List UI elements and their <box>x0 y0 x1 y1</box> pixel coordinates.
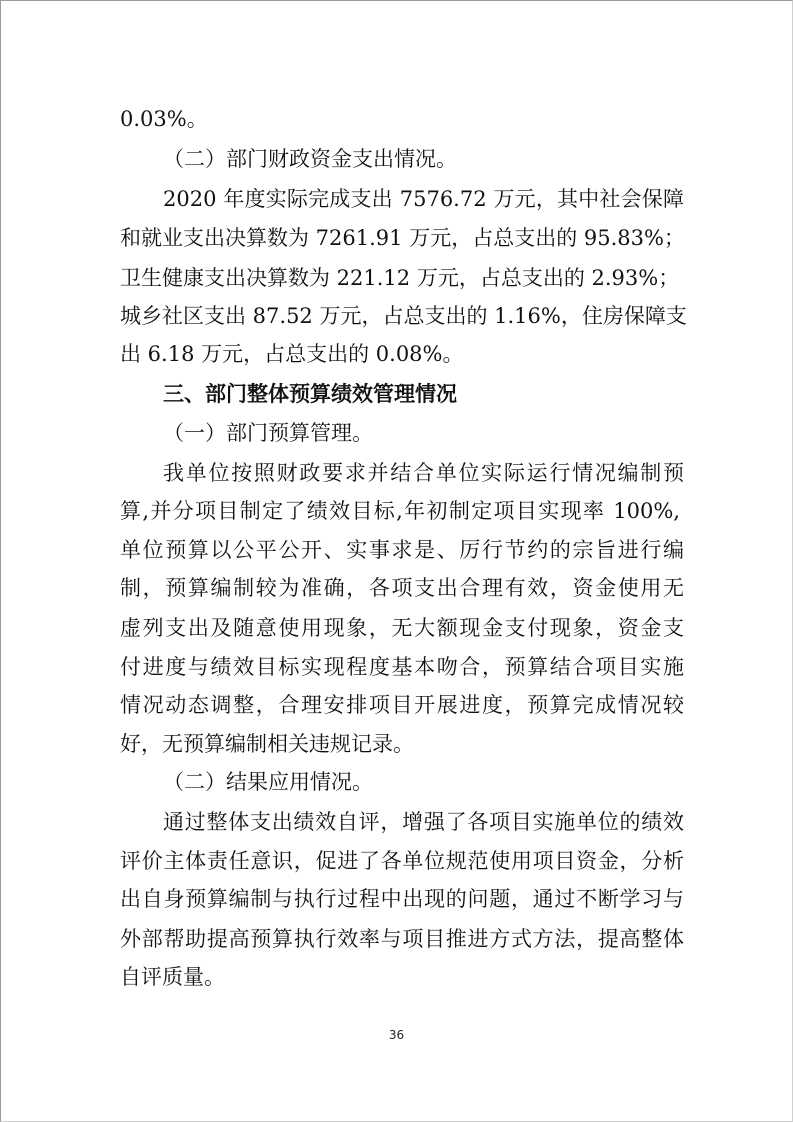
section-heading: （二）部门财政资金支出情况。 <box>163 147 457 171</box>
paragraph-line: 2020 年度实际完成支出 7576.72 万元，其中社会保障 <box>163 187 684 211</box>
paragraph-line: 单位预算以公平公开、实事求是、厉行节约的宗旨进行编 <box>120 538 684 562</box>
section-heading: （二）结果应用情况。 <box>163 770 373 794</box>
paragraph-line: 0.03%。 <box>120 107 208 131</box>
paragraph-line: 好，无预算编制相关违规记录。 <box>120 732 414 756</box>
page-number: 36 <box>388 1028 405 1042</box>
paragraph-line: 自评质量。 <box>120 965 225 989</box>
paragraph-line: 制，预算编制较为准确，各项支出合理有效，资金使用无 <box>120 576 684 600</box>
chapter-heading: 三、部门整体预算绩效管理情况 <box>163 381 457 406</box>
paragraph-line: 出自身预算编制与执行过程中出现的问题，通过不断学习与 <box>120 887 684 911</box>
paragraph-line: 外部帮助提高预算执行效率与项目推进方式方法，提高整体 <box>120 927 684 951</box>
paragraph-line: 卫生健康支出决算数为 221.12 万元，占总支出的 2.93%； <box>120 266 680 290</box>
paragraph-line: 通过整体支出绩效自评，增强了各项目实施单位的绩效 <box>163 810 684 834</box>
paragraph-line: 情况动态调整，合理安排项目开展进度，预算完成情况较 <box>120 693 684 717</box>
paragraph-line: 和就业支出决算数为 7261.91 万元，占总支出的 95.83%； <box>120 226 685 250</box>
paragraph-line: 我单位按照财政要求并结合单位实际运行情况编制预 <box>163 461 684 485</box>
paragraph-line: 算,并分项目制定了绩效目标,年初制定项目实现率 100%, <box>120 499 680 523</box>
paragraph-line: 虚列支出及随意使用现象，无大额现金支付现象，资金支 <box>120 616 684 640</box>
paragraph-line: 评价主体责任意识，促进了各单位规范使用项目资金，分析 <box>120 849 684 873</box>
paragraph-line: 城乡社区支出 87.52 万元，占总支出的 1.16%，住房保障支 <box>120 304 687 328</box>
paragraph-line: 出 6.18 万元，占总支出的 0.08%。 <box>120 342 464 366</box>
paragraph-line: 付进度与绩效目标实现程度基本吻合，预算结合项目实施 <box>120 655 684 679</box>
section-heading: （一）部门预算管理。 <box>163 421 373 445</box>
